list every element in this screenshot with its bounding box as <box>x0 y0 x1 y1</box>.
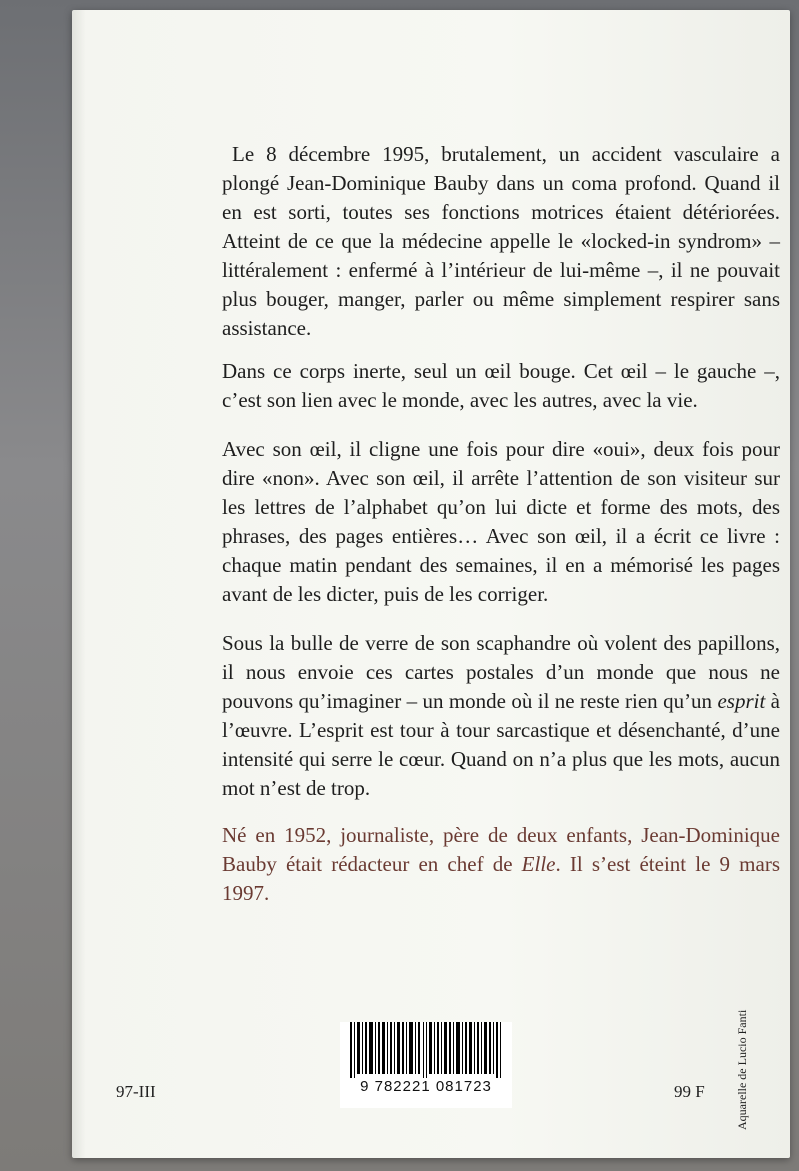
price: 99 F <box>674 1082 705 1101</box>
blurb-p4-part-a: Sous la bulle de verre de son scaphandre où volent des papillons, il nous envoie ces cartes postales d’un monde que nous ne pouvons qu’imaginer – un monde où il ne reste rien qu’un <box>222 631 780 713</box>
barcode <box>340 1022 512 1108</box>
catalog-code: 97-III <box>116 1082 156 1101</box>
cover-art-credit: Aquarelle de Lucio Fanti <box>735 1009 749 1130</box>
book-back-cover <box>72 10 790 1158</box>
blurb-paragraph-4 <box>222 629 780 803</box>
blurb-paragraph-2: Dans ce corps inerte, seul un œil bouge. Cet œil – le gauche –, c’est son lien avec le monde, avec les autres, avec la vie. <box>222 359 780 412</box>
blurb-paragraph-3: Avec son œil, il cligne une fois pour dire «oui», deux fois pour dire «non». Avec son œil, il arrête l’attention de son visiteur sur les lettres de l’alphabet qu’on lui dicte et forme des mots, des phrases, des pages entières… Avec son œil, il a écrit ce livre : chaque matin pendant des semaines, il en a mémorisé les pages avant de les dicter, puis de les corriger. <box>222 437 780 606</box>
bio-part-b: . Il s’est éteint le 9 mars 1997. <box>222 852 780 905</box>
bio-part-a: Né en 1952, journaliste, père de deux enfants, Jean-Dominique Bauby était rédacteur en chef de <box>222 823 780 876</box>
blurb-p4-emphasis: esprit <box>717 689 766 713</box>
barcode-bars <box>340 1022 512 1078</box>
back-cover-blurb <box>222 140 780 922</box>
bio-emphasis: Elle <box>521 852 556 876</box>
isbn-number: 9 782221 081723 <box>340 1078 512 1095</box>
author-bio <box>222 821 780 908</box>
blurb-p4-part-b: à l’œuvre. L’esprit est tour à tour sarcastique et désenchanté, d’une intensité qui serre le cœur. Quand on n’a plus que les mots, aucun mot n’est de trop. <box>222 689 781 800</box>
blurb-paragraph-1: Le 8 décembre 1995, brutalement, un accident vasculaire a plongé Jean-Dominique Bauby dans un coma profond. Quand il en est sorti, toutes ses fonctions motrices étaient détériorées. Atteint de ce que la médecine appelle le «locked-in syndrom» – littéralement : enfermé à l’intérieur de lui-même –, il ne pouvait plus bouger, manger, parler ou même simplement respirer sans assistance. <box>222 142 780 340</box>
